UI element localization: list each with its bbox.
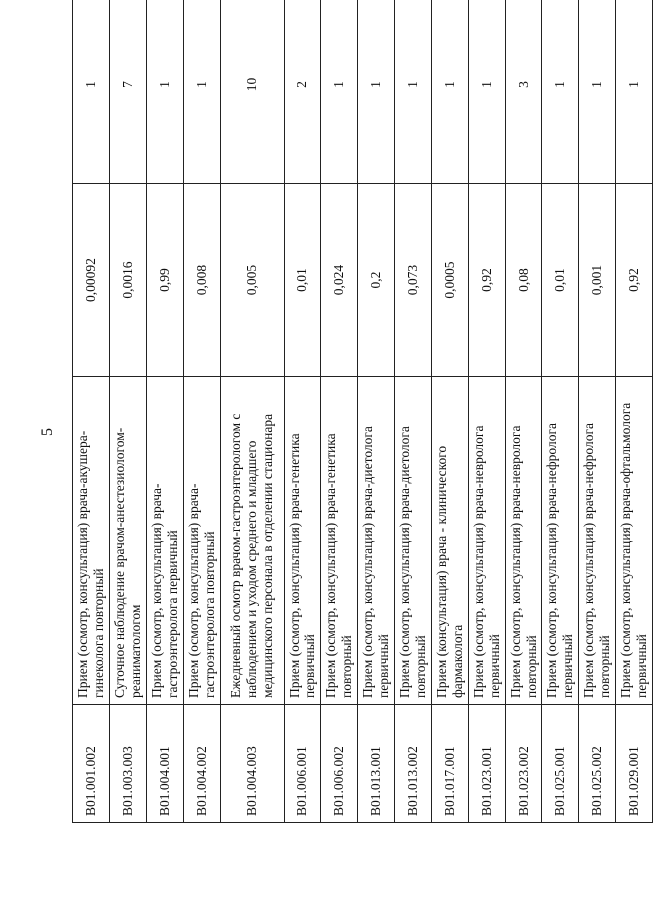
frequency-value: 0,01 [542, 184, 579, 377]
service-code: В01.025.001 [542, 705, 579, 823]
service-code: В01.013.001 [358, 705, 395, 823]
multiplicity-value: 2 [284, 0, 321, 184]
service-name: Прием (осмотр, консультация) врача-невролога первичный [468, 377, 505, 705]
table-row [579, 0, 616, 823]
service-code: В01.001.002 [73, 705, 110, 823]
service-name: Прием (осмотр, консультация) врача-диетолога повторный [395, 377, 432, 705]
multiplicity-value: 1 [358, 0, 395, 184]
frequency-value: 0,0005 [431, 184, 468, 377]
multiplicity-value: 1 [542, 0, 579, 184]
service-code: В01.004.001 [146, 705, 183, 823]
service-code: В01.025.002 [579, 705, 616, 823]
frequency-value: 0,92 [616, 184, 653, 377]
frequency-value: 0,08 [505, 184, 542, 377]
table-row [505, 0, 542, 823]
service-name: Прием (осмотр, консультация) врача-офтальмолога первичный [616, 377, 653, 705]
table-row [616, 0, 653, 823]
table-row [395, 0, 432, 823]
frequency-value: 0,2 [358, 184, 395, 377]
frequency-value: 0,99 [146, 184, 183, 377]
service-name: Прием (осмотр, консультация) врача-генетика первичный [284, 377, 321, 705]
table-row [284, 0, 321, 823]
service-code: В01.017.001 [431, 705, 468, 823]
table-row [220, 0, 284, 823]
table-row [73, 0, 110, 823]
table-row [183, 0, 220, 823]
frequency-value: 0,024 [321, 184, 358, 377]
service-code: В01.006.001 [284, 705, 321, 823]
service-name: Ежедневный осмотр врачом-гастроэнтерологом с наблюдением и уходом среднего и младшего медицинского персонала в отделении стационара [220, 377, 284, 705]
service-name: Прием (осмотр, консультация) врача-генетика повторный [321, 377, 358, 705]
service-code: В01.004.002 [183, 705, 220, 823]
table-row [431, 0, 468, 823]
frequency-value: 0,00092 [73, 184, 110, 377]
multiplicity-value: 3 [505, 0, 542, 184]
service-code: В01.006.002 [321, 705, 358, 823]
frequency-value: 0,005 [220, 184, 284, 377]
frequency-value: 0,008 [183, 184, 220, 377]
service-code: В01.003.003 [110, 705, 147, 823]
service-name: Прием (консультация) врача - клинического фармаколога [431, 377, 468, 705]
multiplicity-value: 10 [220, 0, 284, 184]
frequency-value: 0,073 [395, 184, 432, 377]
multiplicity-value: 1 [431, 0, 468, 184]
service-name: Прием (осмотр, консультация) врача-невролога повторный [505, 377, 542, 705]
services-table [72, 0, 653, 823]
multiplicity-value: 7 [110, 0, 147, 184]
service-name: Прием (осмотр, консультация) врача-акушера-гинеколога повторный [73, 377, 110, 705]
frequency-value: 0,001 [579, 184, 616, 377]
table-row [110, 0, 147, 823]
service-code: В01.029.001 [616, 705, 653, 823]
page-number: 5 [39, 428, 56, 436]
table-row [146, 0, 183, 823]
multiplicity-value: 1 [146, 0, 183, 184]
table-row [358, 0, 395, 823]
table-row [542, 0, 579, 823]
service-code: В01.023.001 [468, 705, 505, 823]
multiplicity-value: 1 [616, 0, 653, 184]
frequency-value: 0,01 [284, 184, 321, 377]
service-name: Суточное наблюдение врачом-анестезиологом-реаниматологом [110, 377, 147, 705]
multiplicity-value: 1 [468, 0, 505, 184]
rotated-page [72, 38, 650, 823]
multiplicity-value: 1 [395, 0, 432, 184]
multiplicity-value: 1 [73, 0, 110, 184]
table-row [468, 0, 505, 823]
service-name: Прием (осмотр, консультация) врача-нефролога первичный [542, 377, 579, 705]
service-code: В01.013.002 [395, 705, 432, 823]
service-code: В01.023.002 [505, 705, 542, 823]
frequency-value: 0,0016 [110, 184, 147, 377]
table-container [72, 38, 650, 823]
multiplicity-value: 1 [321, 0, 358, 184]
service-name: Прием (осмотр, консультация) врача-гастроэнтеролога повторный [183, 377, 220, 705]
service-code: В01.004.003 [220, 705, 284, 823]
frequency-value: 0,92 [468, 184, 505, 377]
service-name: Прием (осмотр, консультация) врача-диетолога первичный [358, 377, 395, 705]
service-name: Прием (осмотр, консультация) врача-нефролога повторный [579, 377, 616, 705]
table-row [321, 0, 358, 823]
multiplicity-value: 1 [183, 0, 220, 184]
service-name: Прием (осмотр, консультация) врача-гастроэнтеролога первичный [146, 377, 183, 705]
multiplicity-value: 1 [579, 0, 616, 184]
